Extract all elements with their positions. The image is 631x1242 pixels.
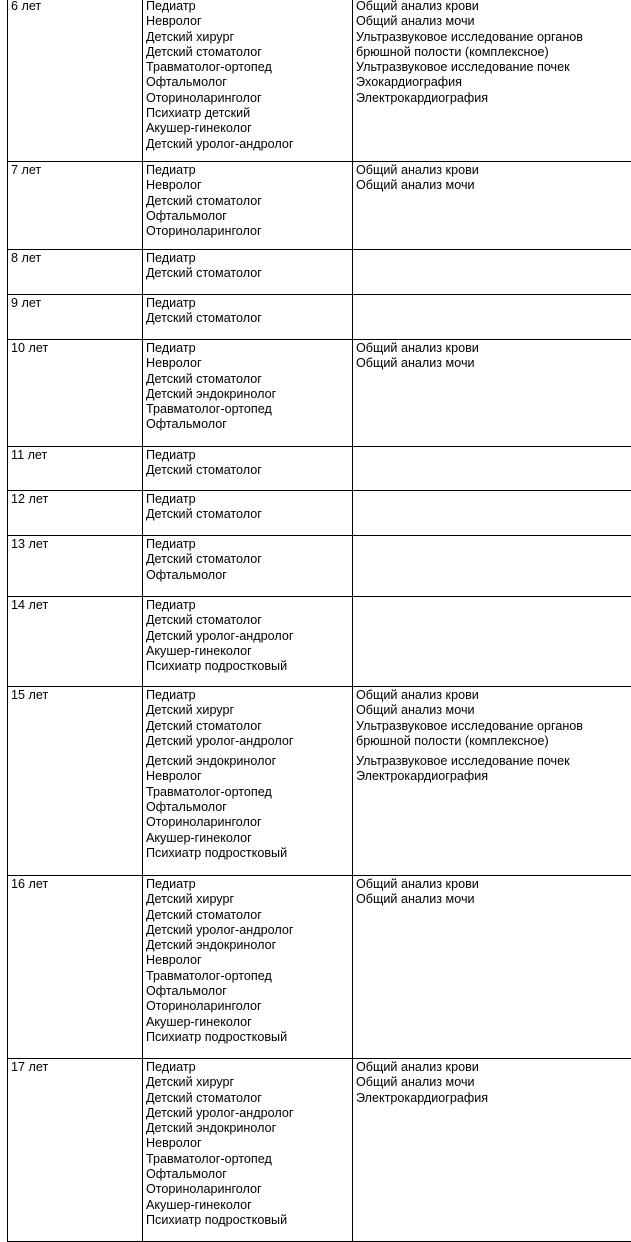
exams-cell: [353, 536, 631, 597]
specialist-item: Детский уролог-андролог: [146, 922, 294, 937]
specialist-item: Акушер-гинеколог: [146, 1014, 252, 1029]
specialists-cell: [143, 340, 353, 447]
exam-item: Электрокардиография: [356, 769, 489, 784]
specialist-item: Детский уролог-андролог: [146, 1105, 294, 1120]
specialist-item: Детский стоматолог: [146, 44, 262, 59]
table-row: [8, 1059, 631, 1242]
age-cell: [8, 1059, 143, 1242]
exam-item: брюшной полости (комплексное): [356, 733, 549, 748]
specialist-item: Детский хирург: [146, 1075, 235, 1090]
specialist-item: Психиатр детский: [146, 106, 251, 121]
specialists-cell: [143, 597, 353, 687]
exams-cell: [353, 0, 631, 162]
age-label: 16 лет: [11, 877, 49, 891]
exam-item: Ультразвуковое исследование органов: [356, 718, 583, 733]
exam-item: Общий анализ крови: [356, 0, 479, 13]
exam-item: Общий анализ мочи: [356, 703, 475, 718]
specialist-item: Офтальмолог: [146, 984, 227, 999]
checkup-schedule-table: [7, 0, 631, 1242]
specialists-cell: [143, 536, 353, 597]
age-label: 14 лет: [11, 598, 49, 612]
age-cell: [8, 876, 143, 1059]
age-cell: [8, 687, 143, 876]
specialists-cell: [143, 295, 353, 340]
table-row: [8, 536, 631, 597]
specialist-item: Оториноларинголог: [146, 815, 262, 830]
specialist-item: Детский эндокринолог: [146, 754, 277, 769]
table-row: [8, 250, 631, 295]
specialist-item: Офтальмолог: [146, 1167, 227, 1182]
specialist-item: Офтальмолог: [146, 75, 227, 90]
specialist-item: Травматолог-ортопед: [146, 1151, 272, 1166]
specialist-item: Педиатр: [146, 448, 196, 462]
table-row: [8, 295, 631, 340]
age-label: 12 лет: [11, 492, 49, 506]
specialist-item: Офтальмолог: [146, 417, 227, 432]
exam-item: Общий анализ мочи: [356, 356, 475, 371]
specialist-item: Невролог: [146, 1136, 202, 1151]
age-label: 10 лет: [11, 341, 49, 355]
specialist-item: Педиатр: [146, 537, 196, 551]
specialist-item: Педиатр: [146, 296, 196, 310]
exams-cell: [353, 340, 631, 447]
table-row: [8, 0, 631, 162]
specialist-item: Невролог: [146, 953, 202, 968]
specialist-item: Педиатр: [146, 1060, 196, 1074]
specialist-item: Детский хирург: [146, 703, 235, 718]
schedule-body: [8, 0, 631, 1242]
exams-cell: [353, 597, 631, 687]
exam-item: Электрокардиография: [356, 1090, 489, 1105]
specialist-item: Педиатр: [146, 251, 196, 265]
exam-item: Эхокардиография: [356, 75, 462, 90]
exam-item: Общий анализ мочи: [356, 178, 475, 193]
specialist-item: Акушер-гинеколог: [146, 643, 252, 658]
table-row: [8, 491, 631, 536]
specialist-item: Педиатр: [146, 0, 196, 13]
age-label: 13 лет: [11, 537, 49, 551]
specialist-item: Педиатр: [146, 688, 196, 702]
specialists-cell: [143, 876, 353, 1059]
specialist-item: Детский хирург: [146, 29, 235, 44]
exam-item: Ультразвуковое исследование почек: [356, 754, 570, 769]
specialist-item: Офтальмолог: [146, 208, 227, 223]
specialist-item: Детский стоматолог: [146, 1090, 262, 1105]
exam-item: брюшной полости (комплексное): [356, 44, 549, 59]
specialist-item: Детский стоматолог: [146, 463, 262, 478]
age-cell: [8, 491, 143, 536]
age-label: 15 лет: [11, 688, 49, 702]
specialist-item: Детский хирург: [146, 892, 235, 907]
specialist-item: Детский стоматолог: [146, 718, 262, 733]
specialists-cell: [143, 491, 353, 536]
exams-cell: [353, 1059, 631, 1242]
specialists-cell: [143, 162, 353, 250]
age-cell: [8, 536, 143, 597]
specialist-item: Невролог: [146, 769, 202, 784]
specialist-item: Педиатр: [146, 877, 196, 891]
exams-cell: [353, 295, 631, 340]
specialist-item: Детский уролог-андролог: [146, 628, 294, 643]
age-label: 17 лет: [11, 1060, 49, 1074]
age-label: 8 лет: [11, 251, 42, 265]
exams-cell: [353, 447, 631, 491]
table-row: [8, 876, 631, 1059]
age-label: 9 лет: [11, 296, 42, 310]
table-row: [8, 162, 631, 250]
exams-cell: [353, 250, 631, 295]
specialist-item: Детский стоматолог: [146, 907, 262, 922]
exam-item: Ультразвуковое исследование органов: [356, 29, 583, 44]
specialist-item: Травматолог-ортопед: [146, 784, 272, 799]
exam-item: Общий анализ крови: [356, 1060, 479, 1074]
specialist-item: Психиатр подростковый: [146, 659, 288, 674]
exam-item: Ультразвуковое исследование почек: [356, 60, 570, 75]
age-label: 6 лет: [11, 0, 42, 13]
specialist-item: Акушер-гинеколог: [146, 121, 252, 136]
specialist-item: Акушер-гинеколог: [146, 1197, 252, 1212]
age-cell: [8, 162, 143, 250]
exam-item: Общий анализ крови: [356, 163, 479, 177]
specialist-item: Офтальмолог: [146, 800, 227, 815]
specialist-item: Невролог: [146, 356, 202, 371]
specialist-item: Детский уролог-андролог: [146, 733, 294, 748]
specialist-item: Невролог: [146, 14, 202, 29]
specialist-item: Невролог: [146, 178, 202, 193]
specialist-item: Оториноларинголог: [146, 999, 262, 1014]
specialist-item: Травматолог-ортопед: [146, 968, 272, 983]
table-row: [8, 597, 631, 687]
exam-item: Общий анализ мочи: [356, 1075, 475, 1090]
specialist-item: Травматолог-ортопед: [146, 60, 272, 75]
exam-item: Электрокардиография: [356, 90, 489, 105]
age-cell: [8, 250, 143, 295]
specialist-item: Оториноларинголог: [146, 224, 262, 239]
specialist-item: Детский стоматолог: [146, 266, 262, 281]
exam-item: Общий анализ крови: [356, 877, 479, 891]
exam-item: Общий анализ мочи: [356, 892, 475, 907]
specialists-cell: [143, 447, 353, 491]
exams-cell: [353, 687, 631, 876]
specialist-item: Педиатр: [146, 341, 196, 355]
specialist-item: Детский стоматолог: [146, 371, 262, 386]
specialist-item: Офтальмолог: [146, 567, 227, 582]
table-row: [8, 687, 631, 876]
exams-cell: [353, 876, 631, 1059]
specialist-item: Акушер-гинеколог: [146, 830, 252, 845]
specialist-item: Педиатр: [146, 598, 196, 612]
specialist-item: Педиатр: [146, 163, 196, 177]
specialist-item: Педиатр: [146, 492, 196, 506]
exam-item: Общий анализ мочи: [356, 14, 475, 29]
age-cell: [8, 447, 143, 491]
specialist-item: Детский стоматолог: [146, 193, 262, 208]
specialist-item: Детский эндокринолог: [146, 1121, 277, 1136]
age-label: 11 лет: [11, 448, 48, 462]
specialists-cell: [143, 0, 353, 162]
specialist-item: Психиатр подростковый: [146, 1212, 288, 1227]
exam-item: Общий анализ крови: [356, 688, 479, 702]
specialist-item: Детский уролог-андролог: [146, 136, 294, 151]
age-label: 7 лет: [11, 163, 42, 177]
specialist-item: Детский стоматолог: [146, 552, 262, 567]
specialist-item: Оториноларинголог: [146, 1182, 262, 1197]
age-cell: [8, 340, 143, 447]
specialist-item: Оториноларинголог: [146, 90, 262, 105]
specialists-cell: [143, 687, 353, 876]
exam-item: Общий анализ крови: [356, 341, 479, 355]
exams-cell: [353, 162, 631, 250]
specialist-item: Детский эндокринолог: [146, 938, 277, 953]
specialist-item: Травматолог-ортопед: [146, 402, 272, 417]
specialist-item: Детский стоматолог: [146, 613, 262, 628]
age-cell: [8, 295, 143, 340]
specialists-cell: [143, 250, 353, 295]
exams-cell: [353, 491, 631, 536]
age-cell: [8, 597, 143, 687]
specialist-item: Психиатр подростковый: [146, 845, 288, 860]
table-row: [8, 447, 631, 491]
specialist-item: Детский стоматолог: [146, 311, 262, 326]
specialist-item: Психиатр подростковый: [146, 1029, 288, 1044]
table-row: [8, 340, 631, 447]
specialists-cell: [143, 1059, 353, 1242]
specialist-item: Детский эндокринолог: [146, 386, 277, 401]
age-cell: [8, 0, 143, 162]
specialist-item: Детский стоматолог: [146, 507, 262, 522]
